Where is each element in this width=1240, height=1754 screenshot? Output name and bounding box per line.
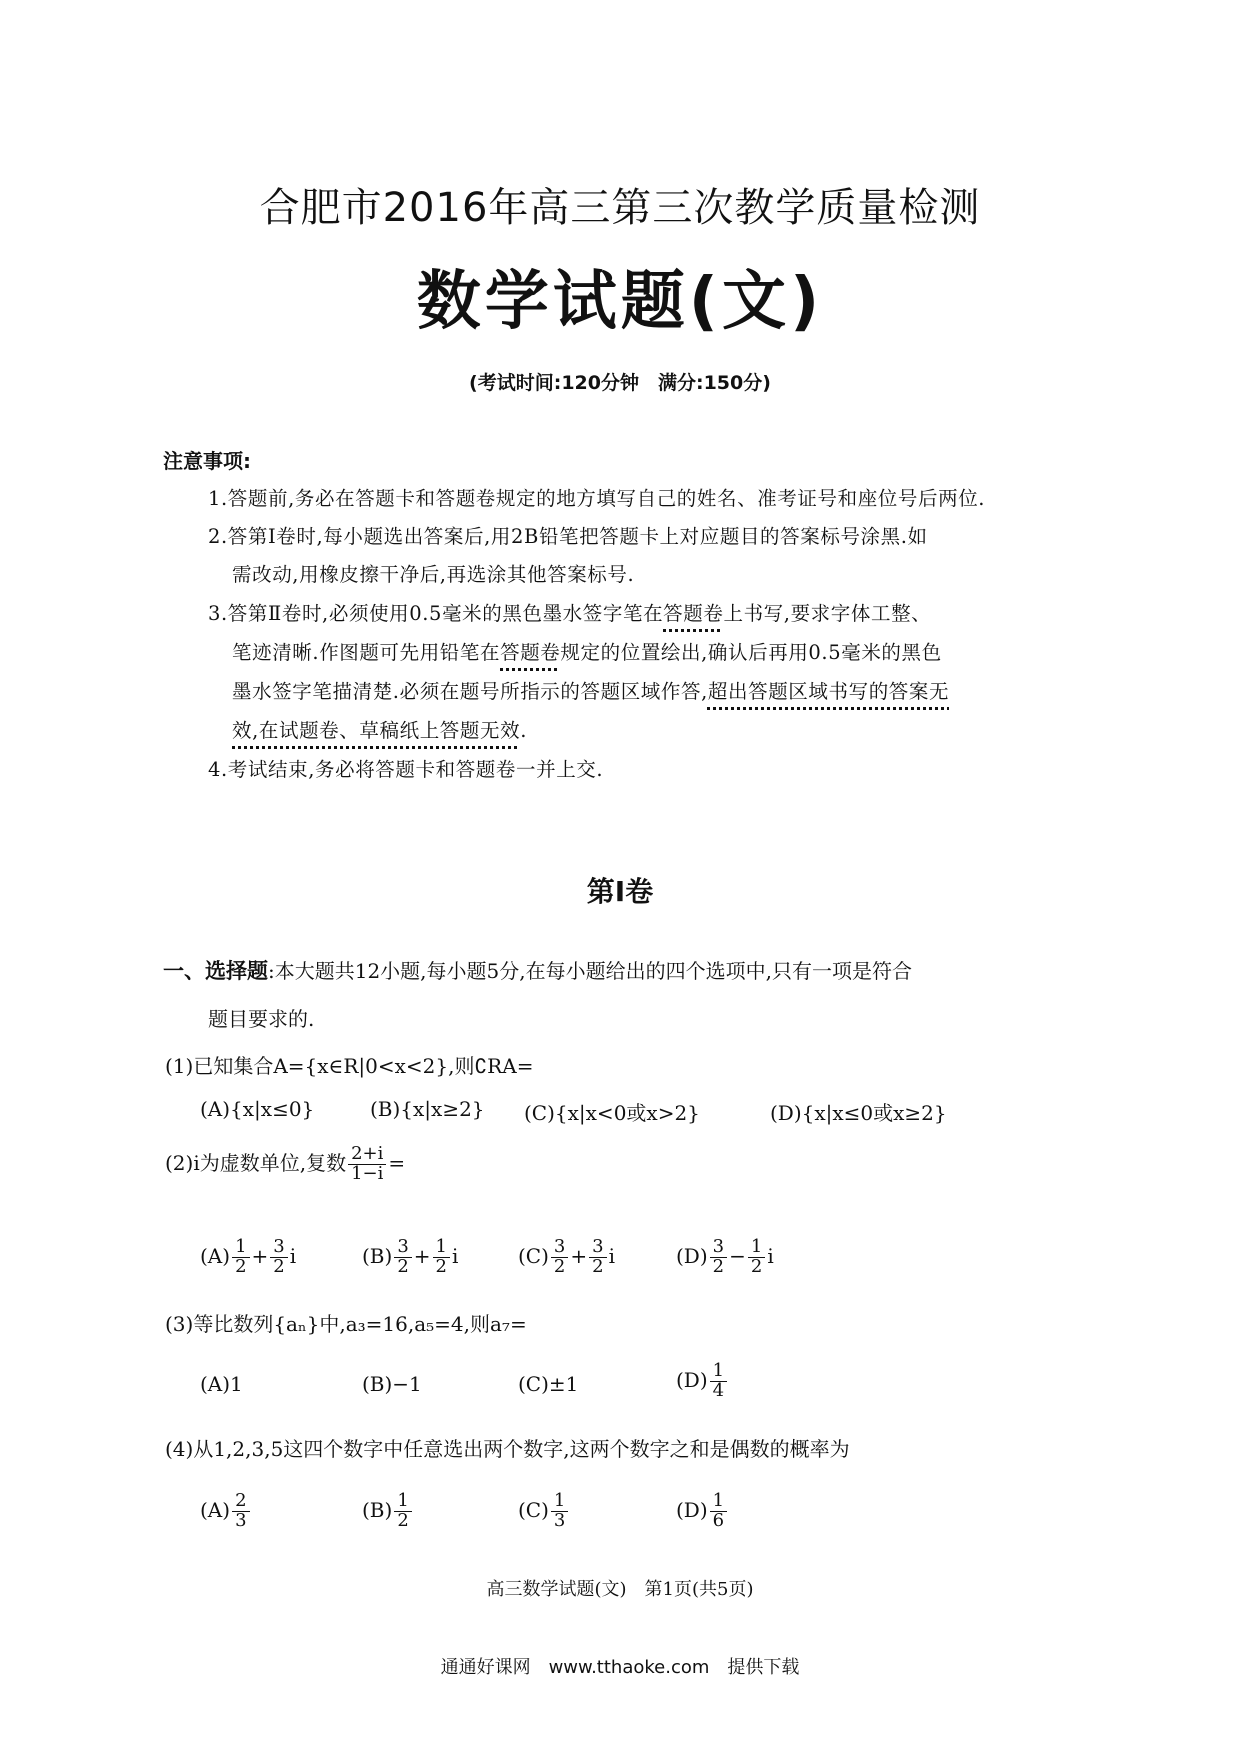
option-label: (B)	[362, 1497, 393, 1522]
part-desc: :本大题共12小题,每小题5分,在每小题给出的四个选项中,只有一项是符合	[268, 959, 912, 983]
option-label: (D)	[676, 1497, 708, 1522]
q3-option-a: (A)1	[200, 1372, 243, 1396]
denominator: 3	[235, 1509, 247, 1531]
notice-text: 规定的位置绘出,确认后再用0.5毫米的黑色	[560, 641, 942, 664]
denominator: 2	[553, 1255, 566, 1277]
q2-denominator: 1−i	[351, 1162, 384, 1184]
exam-title: 合肥市2016年高三第三次教学质量检测	[259, 185, 981, 231]
exam-info: (考试时间:120分钟 满分:150分)	[469, 372, 771, 394]
numerator: 1	[710, 1492, 727, 1512]
notice-text: 3.答第Ⅱ卷时,必须使用0.5毫米的黑色墨水签字笔在	[208, 602, 664, 625]
q2-option-c	[518, 1238, 615, 1277]
fraction	[710, 1362, 727, 1401]
emphasis-text: 答题卷	[663, 602, 724, 625]
fraction	[748, 1238, 765, 1277]
denominator: 2	[750, 1255, 763, 1277]
q1-option-d: (D){x|x≤0或x≥2}	[770, 1101, 947, 1125]
denominator: 2	[712, 1255, 725, 1277]
numerator: 3	[589, 1238, 606, 1258]
q2-option-b	[362, 1238, 458, 1277]
denominator: 2	[397, 1509, 409, 1531]
part-title: 一、选择题	[163, 959, 268, 983]
operator: +	[413, 1243, 431, 1268]
notice-text: .	[520, 719, 528, 742]
option-label: (D)	[676, 1243, 708, 1268]
download-watermark: 通通好课网 www.tthaoke.com 提供下载	[440, 1657, 800, 1678]
fraction	[232, 1492, 249, 1531]
fraction	[433, 1238, 450, 1277]
q3-option-d	[676, 1362, 729, 1401]
question-4-stem: (4)从1,2,3,5这四个数字中任意选出两个数字,这两个数字之和是偶数的概率为	[165, 1437, 850, 1461]
q2-numerator: 2+i	[348, 1145, 386, 1165]
fraction	[589, 1238, 606, 1277]
operator: +	[570, 1243, 588, 1268]
denominator: 2	[592, 1255, 604, 1277]
q3-option-b: (B)−1	[362, 1372, 422, 1396]
option-label: (A)	[200, 1497, 231, 1522]
denominator: 2	[235, 1255, 247, 1277]
notice-item-3-line-3	[232, 676, 949, 704]
notice-item-3-line-2	[232, 637, 942, 665]
q4-option-b	[362, 1492, 414, 1531]
notice-item-2-line-1: 2.答第Ⅰ卷时,每小题选出答案后,用2B铅笔把答题卡上对应题目的答案标号涂黑.如	[208, 525, 928, 548]
notice-item-3-line-4	[232, 715, 527, 743]
q2-stem-text: (2)i为虚数单位,复数	[165, 1150, 347, 1175]
option-label: (C)	[518, 1497, 549, 1522]
numerator: 3	[394, 1238, 411, 1258]
notice-text: 墨水签字笔描清楚.必须在题号所指示的答题区域作答,	[232, 680, 708, 703]
option-label: (D)	[676, 1367, 708, 1392]
notice-item-4: 4.考试结束,务必将答题卡和答题卷一并上交.	[208, 758, 604, 781]
fraction	[394, 1492, 411, 1531]
option-label: (B)	[362, 1243, 393, 1268]
q1-option-a: (A){x|x≤0}	[200, 1097, 315, 1121]
numerator: 1	[748, 1238, 765, 1258]
part-heading	[163, 955, 912, 985]
imaginary-unit: i	[767, 1243, 774, 1268]
fraction	[551, 1238, 568, 1277]
imaginary-unit: i	[289, 1243, 297, 1268]
imaginary-unit: i	[451, 1243, 459, 1268]
numerator: 3	[551, 1238, 568, 1258]
q2-option-d	[676, 1238, 774, 1277]
option-label: (A)	[200, 1243, 231, 1268]
emphasis-text: 答题卷	[500, 641, 561, 664]
numerator: 3	[270, 1238, 287, 1258]
numerator: 2	[232, 1492, 249, 1512]
denominator: 2	[273, 1255, 285, 1277]
notice-item-3-line-1	[208, 598, 931, 626]
operator: −	[729, 1243, 746, 1268]
numerator: 1	[710, 1362, 727, 1382]
option-label: (C)	[518, 1243, 549, 1268]
denominator: 3	[553, 1509, 566, 1531]
q4-option-d	[676, 1492, 729, 1531]
page-footer: 高三数学试题(文) 第1页(共5页)	[486, 1579, 754, 1600]
imaginary-unit: i	[608, 1243, 615, 1268]
fraction	[270, 1238, 287, 1277]
operator: +	[251, 1243, 269, 1268]
fraction	[710, 1238, 727, 1277]
q1-option-c: (C){x|x<0或x>2}	[524, 1101, 700, 1125]
question-3-stem: (3)等比数列{aₙ}中,a₃=16,a₅=4,则a₇=	[165, 1312, 527, 1336]
paper-subtitle: 数学试题(文)	[416, 265, 824, 339]
question-1-stem: (1)已知集合A={x∈R|0<x<2},则∁RA=	[165, 1054, 534, 1078]
notice-heading: 注意事项:	[163, 449, 251, 473]
fraction	[394, 1238, 411, 1277]
question-2-stem	[165, 1145, 405, 1184]
denominator: 6	[712, 1509, 725, 1531]
notice-text: 笔迹清晰.作图题可先用铅笔在	[232, 641, 501, 664]
emphasis-text: 效,在试题卷、草稿纸上答题无效	[232, 719, 521, 742]
notice-item-1: 1.答题前,务必在答题卡和答题卷规定的地方填写自己的姓名、准考证号和座位号后两位.	[208, 487, 986, 510]
numerator: 1	[394, 1492, 411, 1512]
numerator: 1	[433, 1238, 450, 1258]
section-title: 第Ⅰ卷	[586, 875, 654, 908]
q3-option-c: (C)±1	[518, 1372, 579, 1396]
denominator: 2	[435, 1255, 447, 1277]
numerator: 1	[551, 1492, 568, 1512]
q4-option-c	[518, 1492, 570, 1531]
q4-option-a	[200, 1492, 252, 1531]
notice-text: 上书写,要求字体工整、	[723, 602, 932, 625]
fraction	[551, 1492, 568, 1531]
numerator: 3	[710, 1238, 727, 1258]
notice-item-2-line-2: 需改动,用橡皮擦干净后,再选涂其他答案标号.	[232, 563, 635, 586]
fraction	[232, 1238, 249, 1277]
numerator: 1	[232, 1238, 249, 1258]
denominator: 4	[712, 1379, 725, 1401]
denominator: 2	[397, 1255, 409, 1277]
q2-fraction	[348, 1145, 386, 1184]
part-desc-line-2: 题目要求的.	[208, 1007, 315, 1031]
fraction	[710, 1492, 727, 1531]
q1-option-b: (B){x|x≥2}	[370, 1097, 485, 1121]
q2-equals: =	[388, 1150, 406, 1175]
emphasis-text: 超出答题区域书写的答案无	[707, 680, 950, 703]
q2-option-a	[200, 1238, 296, 1277]
